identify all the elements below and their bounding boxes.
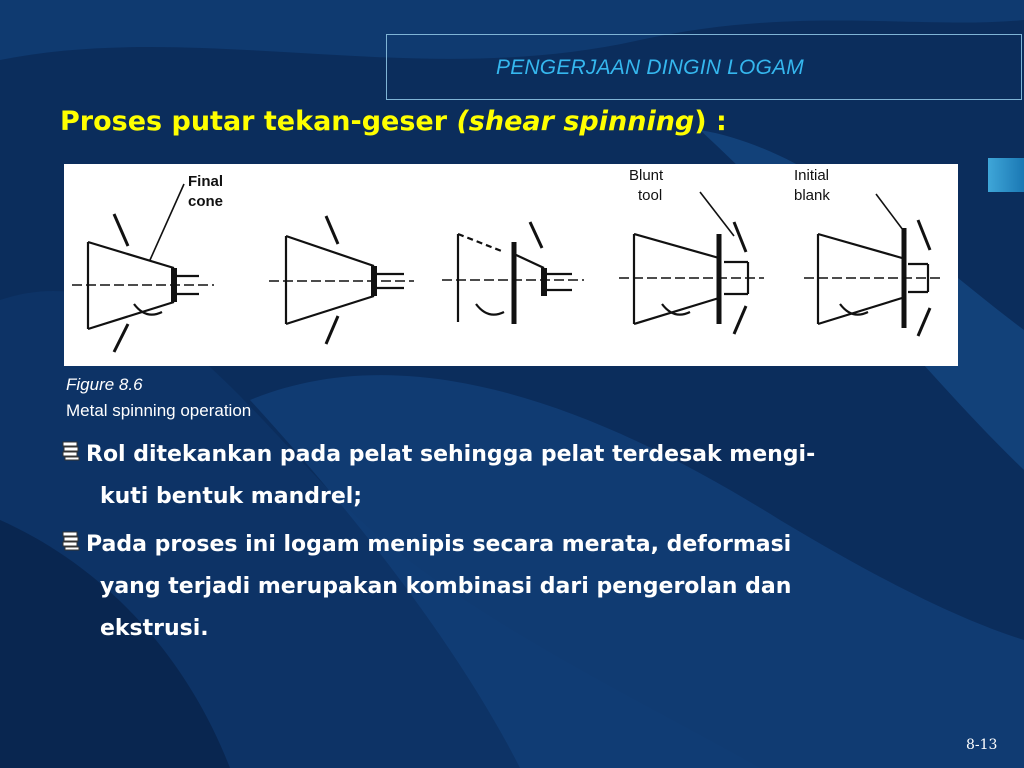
slide-title [60,106,727,137]
stage-2 [269,216,414,344]
bullet-2-line-3: ekstrusi. [100,616,209,641]
header-title: PENGERJAAN DINGIN LOGAM [496,56,804,79]
accent-tab [988,158,1024,192]
bullet-2-line-1: Pada proses ini logam menipis secara merata, deformasi [86,532,792,557]
figure-caption [66,372,251,424]
label-blank: blank [794,187,830,204]
label-final: Final [188,173,224,190]
spinning-diagram [64,164,958,366]
stage-4-blunt-tool [619,192,764,334]
label-initial: Initial [794,167,830,184]
label-blunt: Blunt [629,167,664,184]
figure-number: Figure 8.6 [66,375,143,394]
metal-spinning-figure [64,164,958,366]
stage-3 [442,222,584,324]
bullet-1-line-2: kuti bentuk mandrel; [100,484,363,509]
figure-description: Metal spinning operation [66,401,252,420]
label-tool: tool [638,187,663,204]
title-end: ) : [694,106,727,137]
book-stack-icon [60,524,86,566]
page-number: 8-13 [966,737,998,753]
bullet-item-2 [60,524,1020,650]
title-main: Proses putar tekan-geser [60,106,457,137]
label-cone: cone [188,193,224,210]
book-stack-icon [60,434,86,476]
bullet-1-line-1: Rol ditekankan pada pelat sehingga pelat terdesak mengi- [86,442,816,467]
bullet-2-line-2: yang terjadi merupakan kombinasi dari pengerolan dan [100,574,792,599]
stage-5-initial-blank [804,194,944,336]
title-italic: (shear spinning [456,106,695,137]
bullet-item-1 [60,434,1020,518]
